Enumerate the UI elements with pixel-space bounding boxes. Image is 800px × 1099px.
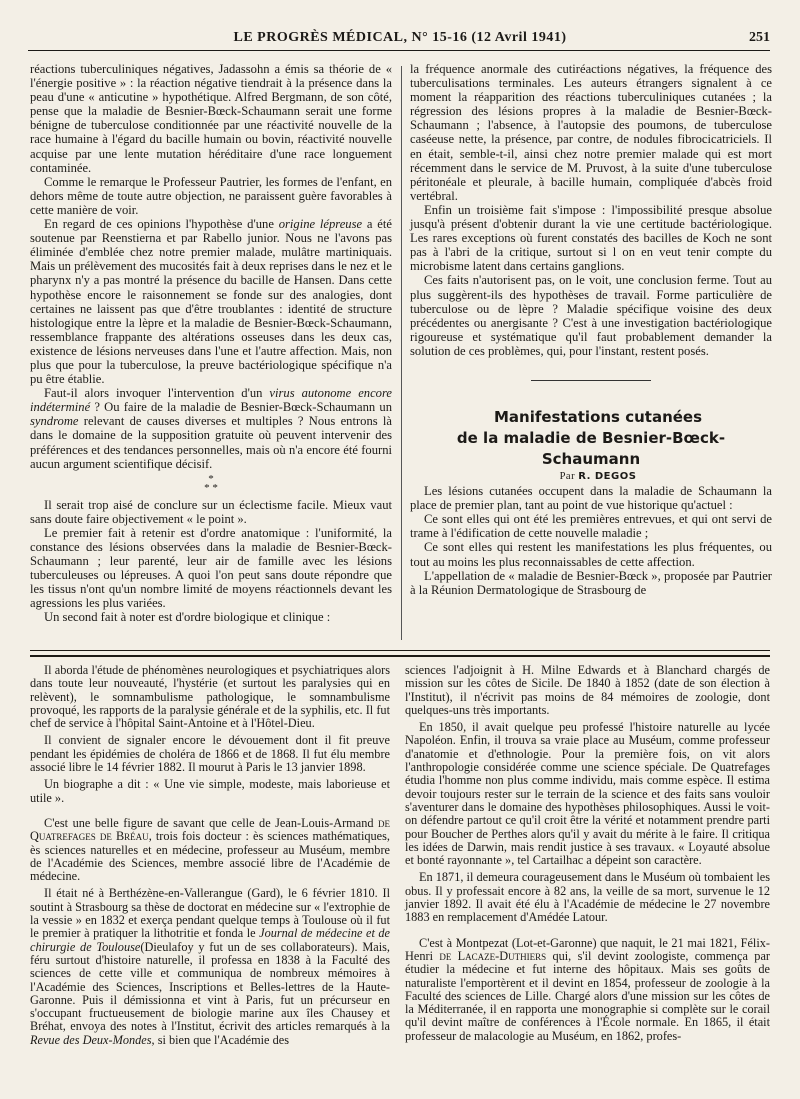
section-rule-thin [30, 650, 770, 651]
paragraph: Ce sont elles qui restent les manifestations les plus fréquentes, ou tout au moins les plus reconnaissables de cette affection. [410, 540, 772, 569]
paragraph: la fréquence anormale des cutiréactions négatives, la fréquence des tuberculisations terminales. Les auteurs étrangers signalent à ce moment la réapparition des réactions tuberculiniques cutanées ; la régression des lésions propres à la maladie de Besnier-Bœck-Schaumann ; l'absence, à l'autopsie des poumons, de tuberculose caséeuse nette, la présence, par contre, de nodules fibrocicatriciels. Il en était, semble-t-il, ainsi chez notre premier malade qui est mort récemment dans le service de M. Pruvost, à la suite d'une tuberculose péritonéale et pleurale, à bacille humain, compliquée d'abcès froid vertébral. [410, 62, 772, 203]
paragraph: réactions tuberculiniques négatives, Jadassohn a émis sa théorie de « l'énergie positive » : la réaction négative tiendrait à la présence dans la peau d'une « anticutine » hypothétique. Alfred Bergmann, de son côté, pense que la maladie de Besnier-Bœck-Schaumann serait une forme bénigne de tuberculose conditionnée par une réactivité nouvelle de la race humaine à l'égard du bacille humain ou bovin, réactivité nouvelle acquise par une lente mutation héréditaire d'une race longuement contaminée. [30, 62, 392, 175]
paragraph: Il était né à Berthézène-en-Vallerangue (Gard), le 6 février 1810. Il soutint à Strasbourg sa thèse de doctorat en médecine sur « l'extrophie de la vessie » en 1832 et exerça pendant quelque temps à Toulouse où il fut le premier à pratiquer la lithotritie et fonda le Journal de médecine et de chirurgie de Toulouse(Dieulafoy y fut un de ses collaborateurs). Mais, féru surtout d'histoire naturelle, il professa en 1838 à la Faculté des sciences de cette ville et communiqua de nombreux mémoires à l'Académie des Sciences, Inscriptions et Belles-lettres de la Haute-Garonne. Puis il démissionna et vint à Paris, fut un précurseur en s'occupant fructueusement de biologie marine aux îles Chausey et Bréhat, envoya des notes à l'Institut, écrivit des articles remarqués à la Revue des Deux-Mondes, si bien que l'Académie des [30, 886, 391, 1047]
top-left-column [30, 62, 392, 625]
paragraph: Un second fait à noter est d'ordre biologique et clinique : [44, 610, 331, 625]
paragraph: Ces faits n'autorisent pas, on le voit, une conclusion ferme. Tout au plus suggèrent-ils des hypothèses de travail. Forme particulière de tuberculose ou de lèpre ? Maladie spécifique voisine des deux précédentes ou anergisante ? C'est à une investigation bactériologique rigoureuse et systématique qu'il faut probablement demander la solution de ces problèmes, qui, pour l'instant, restent posés. [410, 273, 772, 358]
paragraph: En 1871, il demeura courageusement dans le Muséum où tombaient les obus. Il y professait encore à 82 ans, la veille de sa mort, survenue le 12 janvier 1892. Il avait été élu à l'Académie de médecine le 27 novembre 1883 en remplacement d'Amédée Latour. [405, 870, 770, 925]
paragraph: Il convient de signaler encore le dévouement dont il fit preuve pendant les épidémies de choléra de 1866 et de 1868. Il fut élu membre associé libre le 14 février 1882. Il mourut à Paris le 13 janvier 1898. [30, 733, 390, 775]
paragraph: C'est une belle figure de savant que celle de Jean-Louis-Armand de Quatrefages de Bréau, trois fois docteur : ès sciences mathématiques, ès sciences naturelles et en médecine, professeur au Muséum, membre de l'Académie des Sciences, membre associé libre de l'Académie de médecine. [30, 815, 390, 884]
section-separator [531, 380, 651, 381]
top-right-column [410, 62, 772, 597]
paragraph: Faut-il alors invoquer l'intervention d'un virus autonome encore indéterminé ? Ou faire de la maladie de Besnier-Bœck-Schaumann un syndrome relevant de causes diverses et multiples ? Nous entrons là dans le domaine de la supposition gratuite où peuvent intervenir des préférences et des tendances personnelles, mais où n'a encore été fourni aucun argument scientifique décisif. [30, 386, 392, 471]
bottom-right-column [405, 664, 770, 1043]
running-title: LE PROGRÈS MÉDICAL, N° 15-16 (12 Avril 1941) [233, 30, 567, 45]
bottom-left-column [30, 664, 390, 1047]
paragraph: En regard de ces opinions l'hypothèse d'une origine lépreuse a été soutenue par Reenstierna et par Rabello junior. Nous ne l'avons pas éliminée d'emblée chez notre premier malade, mulâtre martiniquais. Mais un prélèvement des mucosités fait à deux reprises dans le nez et le pharynx n'y a pas montré la présence du bacille de Hansen. Dans cette hypothèse encore le raisonnement se fonde sur des analogies, dont certaines ne laissent pas que d'être troublantes : identité de structure histologique entre la lèpre et la maladie de Besnier-Bœck-Schaumann, ressemblance frappante des altérations osseuses dans les deux cas, existence de lésions nerveuses dans l'une et l'autre affection. Mais, non plus que pour la tuberculose, la preuve bactériologique spécifique n'a pu être établie. [30, 217, 392, 387]
paragraph: Il aborda l'étude de phénomènes neurologiques et psychiatriques alors dans toute leur nouveauté, l'hystérie (et surtout les paralysies qui en relèvent), le somnambulisme pathologique, le somnambulisme provoqué, les rapports de la paralysie générale et de la syphilis, etc. Il fut chef de service à l'hôpital Saint-Antoine et à l'Hôtel-Dieu. [30, 663, 390, 731]
paragraph: Le premier fait à retenir est d'ordre anatomique : l'uniformité, la constance des lésions observées dans la maladie de Besnier-Bœck-Schaumann ; leur parenté, leur air de famille avec les lésions tuberculeuses ou lépreuses. A quoi l'on peut sans doute répondre que les tissus n'ont qu'un nombre limité de moyens réactionnels devant les agressions les plus variées. [30, 525, 392, 611]
page-number: 251 [749, 30, 770, 45]
paragraph: sciences l'adjoignit à H. Milne Edwards et à Blanchard chargés de mission sur les côtes de Sicile. De 1840 à 1852 (date de son élection à l'Institut), il n'écrivit pas moins de 84 mémoires de zoologie, dont quelques-uns très importants. [405, 663, 770, 717]
paragraph: Il serait trop aisé de conclure sur un éclectisme facile. Mieux vaut sans doute faire objectivement « le point ». [30, 497, 392, 526]
asterism-divider: * * * [204, 472, 218, 494]
column-divider [401, 66, 402, 640]
author-name: R. DEGOS [578, 470, 637, 482]
paragraph: Un biographe a dit : « Une vie simple, modeste, mais laborieuse et utile ». [30, 777, 390, 805]
paragraph: C'est à Montpezat (Lot-et-Garonne) que naquit, le 21 mai 1821, Félix-Henri de Lacaze-Duthiers qui, s'il devint zoologiste, commença par étudier la médecine et fut interne des hôpitaux. Mais ses goûts de naturaliste l'emportèrent et il devint en 1854, professeur de zoologie à la Faculté des sciences de Lille. Chargé alors d'une mission sur les côtes de la Méditerranée, il en rapporta une monographie si complète sur le corail qu'il devint maître de conférences à l'École normale. En 1865, il était professeur de malacologie au Muséum, en 1862, profes- [405, 935, 770, 1043]
paragraph: Enfin un troisième fait s'impose : l'impossibilité presque absolue jusqu'à présent d'obtenir durant la vie une certitude bactériologique. Les rares exceptions où furent constatés des bacilles de Koch ne sont pas à l'abri de la critique, surtout si l on en veut tenir compte du microbisme latent dans certains ganglions. [410, 202, 772, 274]
paragraph: Ce sont elles qui ont été les premières entrevues, et qui ont servi de trame à l'édification de cette nouvelle maladie ; [410, 512, 772, 541]
paragraph: En 1850, il avait quelque peu professé l'histoire naturelle au lycée Napoléon. Enfin, il trouva sa vraie place au Muséum, comme professeur d'anatomie et d'ethnologie. Pour la première fois, on vit alors l'anthropologie considérée comme une science spéciale. De Quatrefages étudia l'homme non plus comme individu, mais comme espèce. Il estima devoir toujours rester sur le terrain de la science et des faits sans vouloir s'aventurer dans le domaine des hypothèses philosophiques. Aussi le voit-on défendre partout ce qu'il croit être la vérité et notamment prendre parti pour Boucher de Perthes alors qu'il y avait du mérite à le faire. Il critiqua les idées de Darwin, mais rendit justice à ses travaux. « Loyauté absolue et bonté rayonnante », tel Cartailhac a dépeint son caractère. [405, 720, 770, 868]
paragraph: Les lésions cutanées occupent dans la maladie de Schaumann la place de premier plan, tant au point de vue historique qu'actuel : [410, 484, 772, 513]
section-rule-thick [30, 655, 770, 657]
paragraph: L'appellation de « maladie de Besnier-Bœck », proposée par Pautrier à la Réunion Dermatologique de Strasbourg de [410, 568, 772, 597]
byline: Par R. DEGOS [559, 470, 637, 482]
article-title: Manifestations cutanées de la maladie de Besnier-Bœck-Schaumann [456, 407, 726, 468]
paragraph: Comme le remarque le Professeur Pautrier, les formes de l'enfant, en dehors même de toute autre objection, ne paraissent guère favorables à cette manière de voir. [30, 174, 392, 217]
header-rule [28, 50, 770, 51]
